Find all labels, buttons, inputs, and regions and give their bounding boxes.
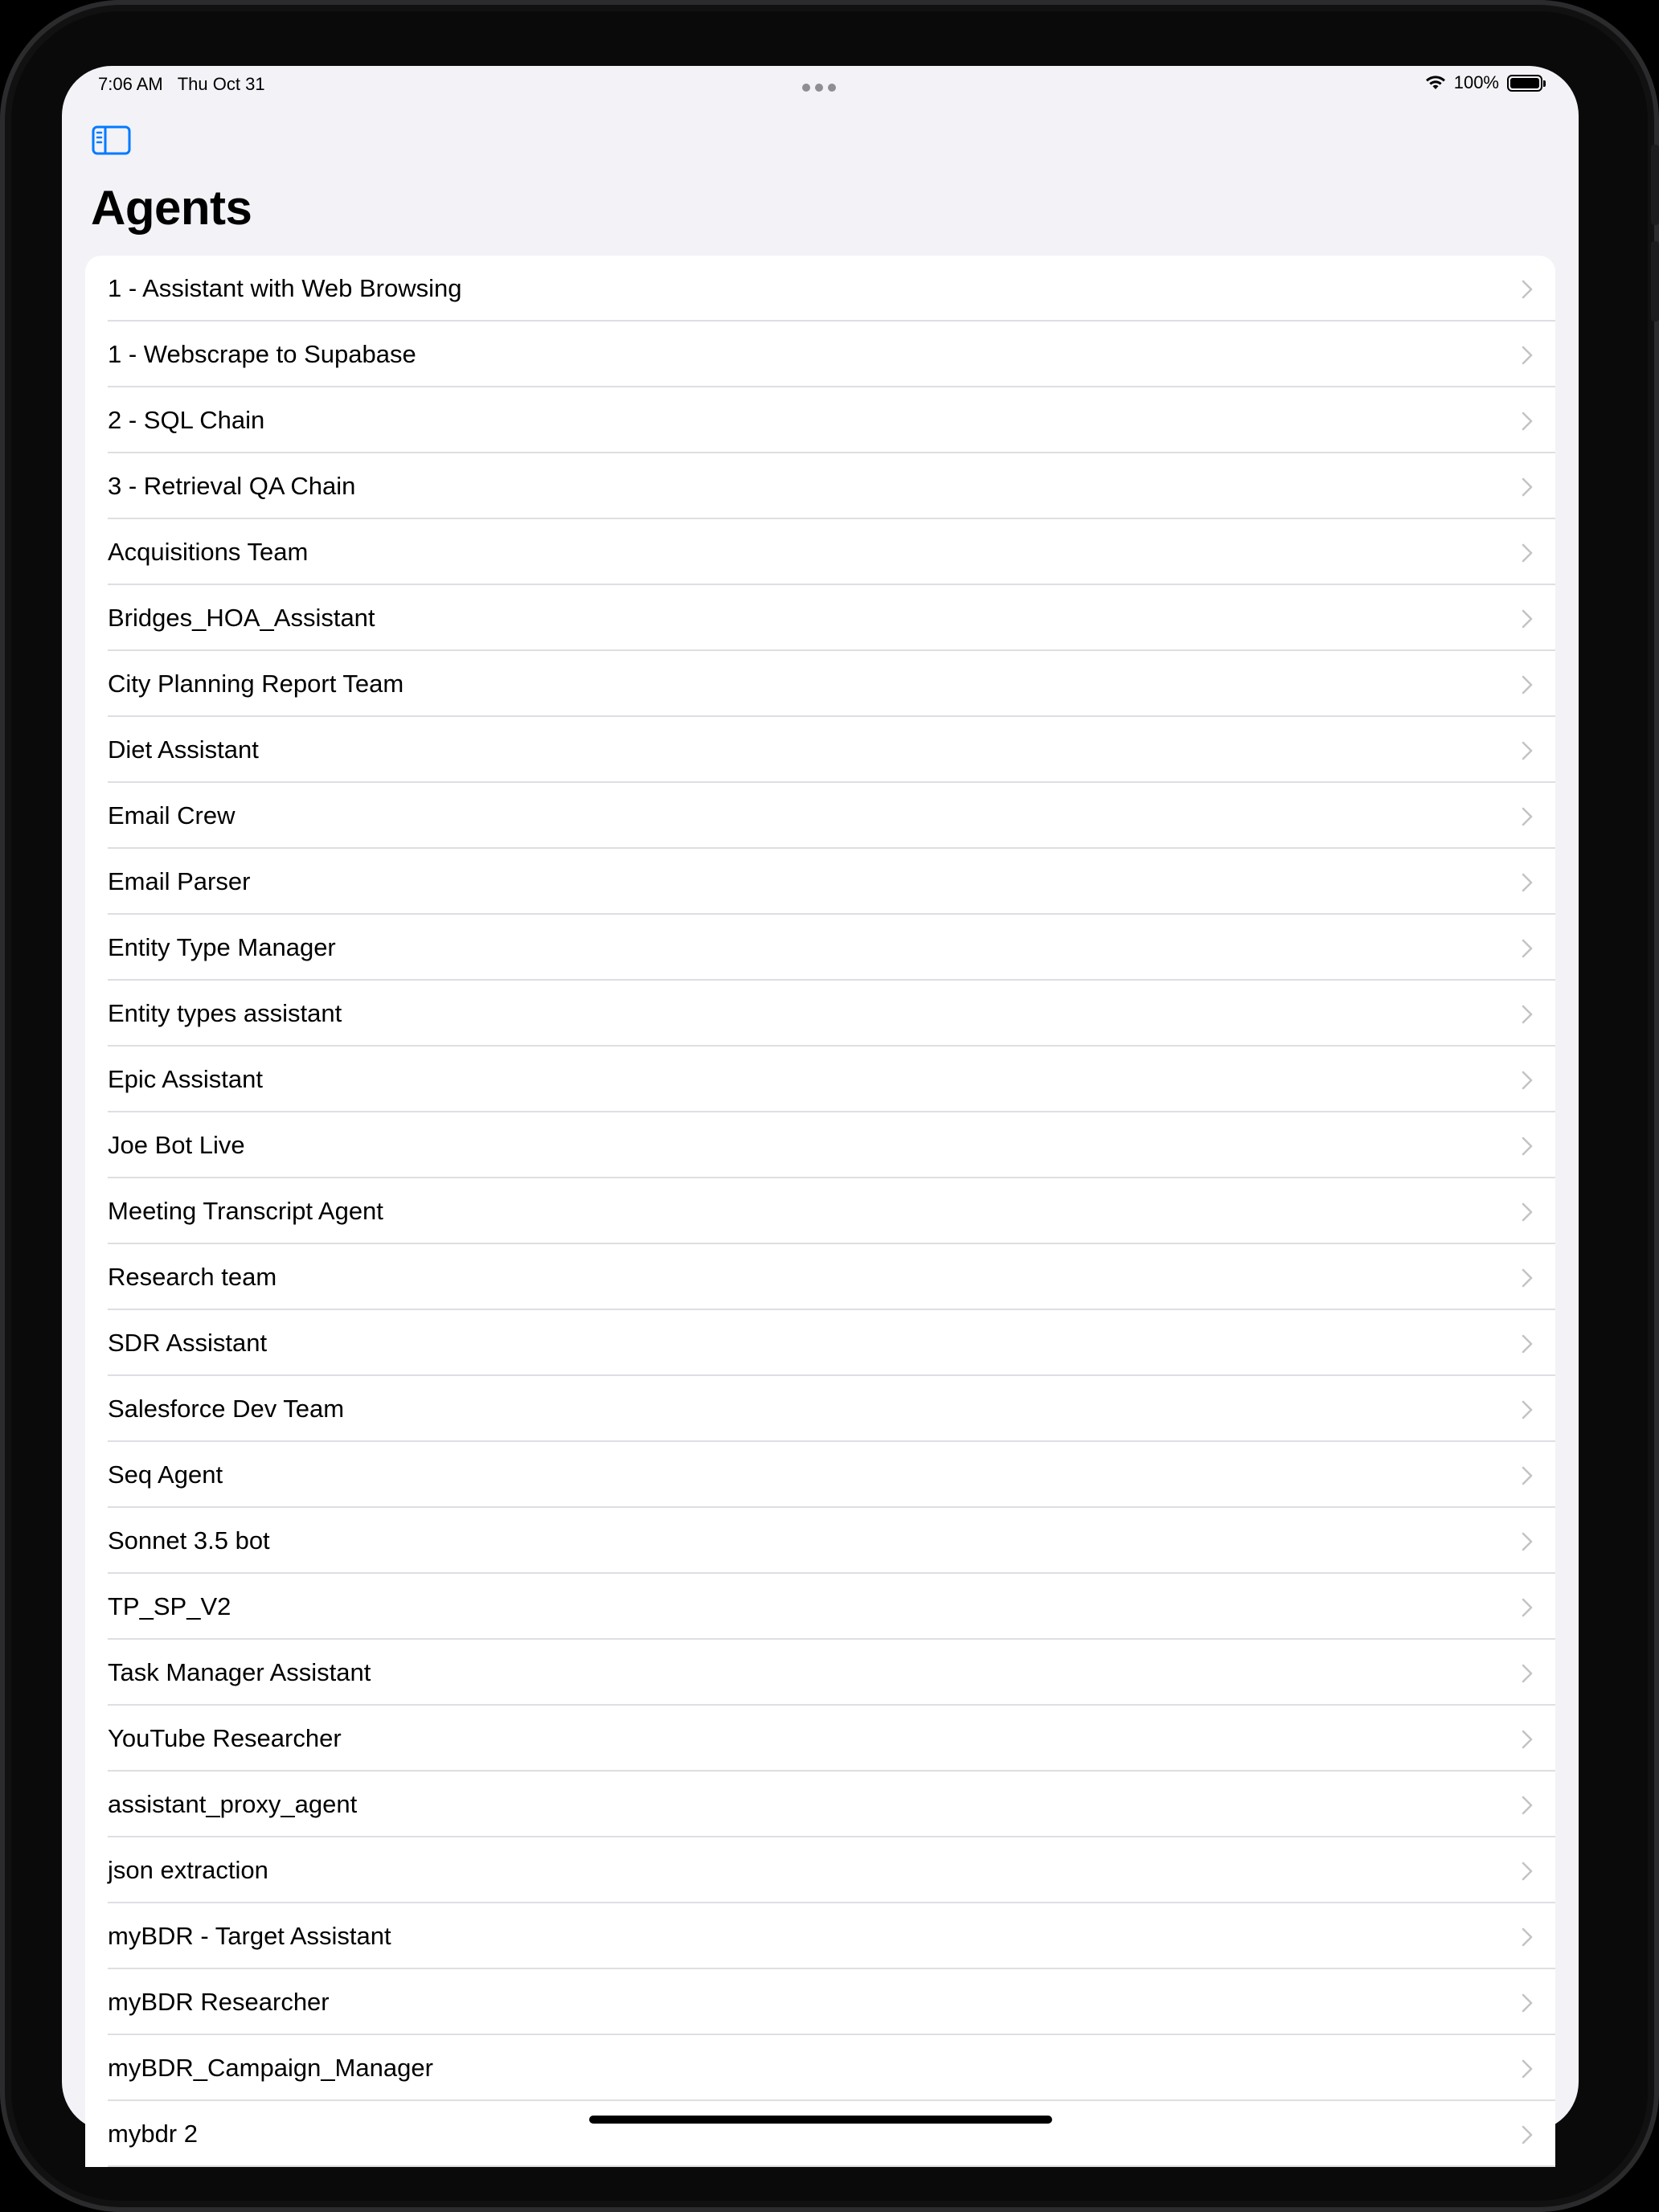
chevron-right-icon [1522,1071,1533,1090]
list-item[interactable] [85,1310,1555,1376]
list-item-label: Entity Type Manager [108,933,336,961]
list-item[interactable] [85,585,1555,651]
list-item-label: Bridges_HOA_Assistant [108,604,375,632]
chevron-right-icon [1522,1598,1533,1617]
volume-down-button [1651,241,1659,322]
list-item-label: Diet Assistant [108,735,259,764]
list-item-label: Salesforce Dev Team [108,1395,345,1423]
list-item-label: Joe Bot Live [108,1131,245,1159]
chevron-right-icon [1522,2059,1533,2079]
page-title: Agents [91,181,252,235]
chevron-right-icon [1522,609,1533,629]
list-item[interactable] [85,1376,1555,1442]
list-item[interactable] [85,1969,1555,2035]
chevron-right-icon [1522,2125,1533,2144]
agents-list [85,256,1555,2167]
list-item-label: Email Parser [108,867,251,895]
chevron-right-icon [1522,280,1533,299]
list-item-label: json extraction [108,1856,268,1884]
list-item[interactable] [85,717,1555,783]
list-item-label: Sonnet 3.5 bot [108,1526,270,1555]
chevron-right-icon [1522,741,1533,760]
list-item[interactable] [85,849,1555,915]
list-item-label: City Planning Report Team [108,670,404,698]
list-item[interactable] [85,453,1555,519]
screen [62,66,1579,2148]
chevron-right-icon [1522,1268,1533,1288]
list-item-label: 2 - SQL Chain [108,406,265,434]
chevron-right-icon [1522,1927,1533,1947]
chevron-right-icon [1522,477,1533,497]
multitasking-ellipsis-icon[interactable] [802,84,836,92]
chevron-right-icon [1522,675,1533,694]
chevron-right-icon [1522,1400,1533,1419]
list-item-label: mybdr 2 [108,2120,198,2148]
chevron-right-icon [1522,1334,1533,1354]
list-item-label: 1 - Assistant with Web Browsing [108,274,462,302]
list-item[interactable] [85,981,1555,1047]
list-item-label: Research team [108,1263,277,1291]
list-item-label: TP_SP_V2 [108,1592,231,1620]
list-item[interactable] [85,1112,1555,1178]
chevron-right-icon [1522,873,1533,892]
list-item[interactable] [85,256,1555,322]
list-item[interactable] [85,915,1555,981]
list-item[interactable] [85,2035,1555,2101]
chevron-right-icon [1522,1137,1533,1156]
wifi-icon [1425,75,1446,91]
chevron-right-icon [1522,412,1533,431]
list-item-label: assistant_proxy_agent [108,1790,358,1818]
status-bar [62,66,1579,104]
chevron-right-icon [1522,346,1533,365]
chevron-right-icon [1522,1202,1533,1222]
list-item[interactable] [85,1837,1555,1903]
list-item-label: Entity types assistant [108,999,342,1027]
list-item[interactable] [85,1903,1555,1969]
list-item[interactable] [85,1178,1555,1244]
list-item[interactable] [85,1442,1555,1508]
list-item[interactable] [85,519,1555,585]
list-item[interactable] [85,783,1555,849]
list-item-label: YouTube Researcher [108,1724,342,1752]
list-item[interactable] [85,1640,1555,1706]
list-item[interactable] [85,1574,1555,1640]
sidebar-left-icon [92,124,132,156]
list-item[interactable] [85,1508,1555,1574]
home-indicator[interactable] [589,2116,1052,2124]
list-item[interactable] [85,651,1555,717]
list-item-label: Email Crew [108,801,236,830]
battery-percentage: 100% [1453,72,1499,92]
list-item[interactable] [85,322,1555,387]
chevron-right-icon [1522,1532,1533,1551]
list-item[interactable] [85,1244,1555,1310]
chevron-right-icon [1522,1005,1533,1024]
chevron-right-icon [1522,1862,1533,1881]
list-item-label: myBDR Researcher [108,1988,330,2016]
list-item[interactable] [85,2101,1555,2167]
list-item-label: Task Manager Assistant [108,1658,371,1686]
list-item-label: myBDR - Target Assistant [108,1922,391,1950]
list-item-label: Acquisitions Team [108,538,309,566]
sidebar-toggle-button[interactable] [92,124,132,156]
list-item[interactable] [85,387,1555,453]
list-item-label: SDR Assistant [108,1329,268,1357]
chevron-right-icon [1522,1993,1533,2013]
list-item[interactable] [85,1772,1555,1837]
list-item[interactable] [85,1706,1555,1772]
list-item-label: 1 - Webscrape to Supabase [108,340,416,368]
volume-up-button [1651,145,1659,225]
list-item[interactable] [85,1047,1555,1112]
list-item-label: Seq Agent [108,1460,223,1489]
status-time: 7:06 AM [98,74,163,94]
chevron-right-icon [1522,807,1533,826]
battery-icon [1507,75,1542,92]
chevron-right-icon [1522,543,1533,563]
list-item-label: 3 - Retrieval QA Chain [108,472,356,500]
chevron-right-icon [1522,939,1533,958]
chevron-right-icon [1522,1466,1533,1485]
list-item-label: myBDR_Campaign_Manager [108,2054,433,2082]
chevron-right-icon [1522,1730,1533,1749]
status-date: Thu Oct 31 [177,74,265,94]
status-time-date [98,74,265,95]
chevron-right-icon [1522,1796,1533,1815]
chevron-right-icon [1522,1664,1533,1683]
list-item-label: Epic Assistant [108,1065,263,1093]
status-right [1425,72,1542,93]
list-item-label: Meeting Transcript Agent [108,1197,383,1225]
